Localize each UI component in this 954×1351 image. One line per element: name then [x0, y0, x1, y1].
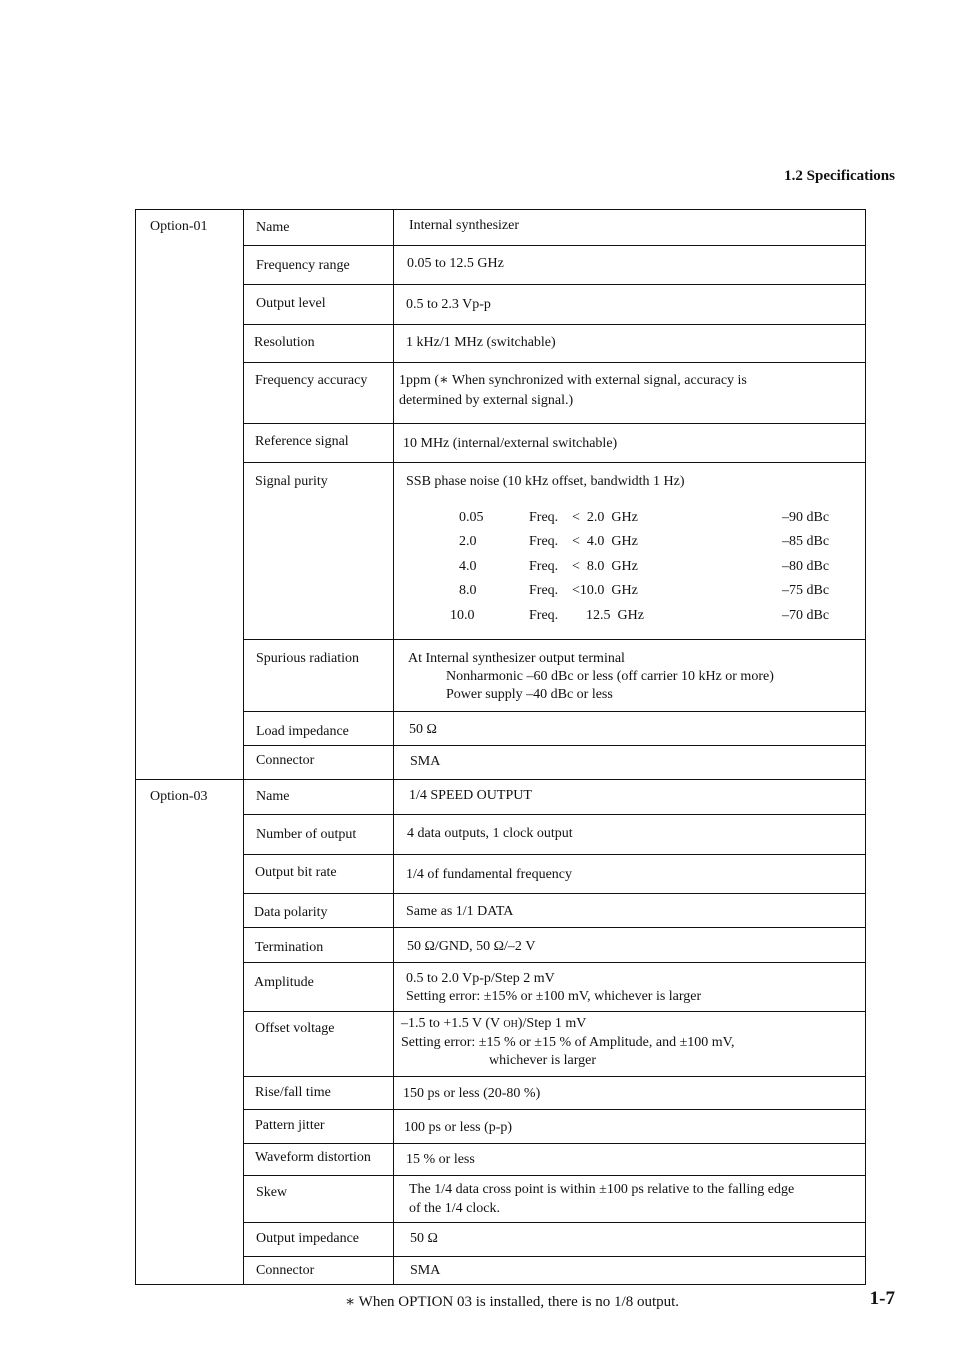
spec-value: Same as 1/1 DATA [406, 904, 514, 919]
phase-noise-row [440, 510, 840, 530]
freq-label: Freq. [529, 534, 559, 549]
phase-noise-row [440, 534, 840, 554]
offset-text: )/Step 1 mV [517, 1016, 587, 1031]
spec-value: Nonharmonic –60 dBc or less (off carrier 10 kHz or more) [446, 669, 774, 684]
spec-value: At Internal synthesizer output terminal [408, 651, 625, 666]
spec-label: Signal purity [255, 474, 328, 489]
page-number: 1-7 [869, 1288, 895, 1309]
row-divider [244, 462, 865, 463]
freq-label: Freq. [529, 510, 559, 525]
column-divider [393, 210, 394, 1284]
spec-label: Output bit rate [255, 865, 337, 880]
spec-value: determined by external signal.) [399, 393, 574, 408]
freq-from: 10.0 [450, 608, 475, 623]
spec-label: Reference signal [255, 434, 349, 449]
spec-label: Data polarity [254, 905, 328, 920]
spec-label: Skew [256, 1185, 288, 1200]
spec-label: Frequency range [256, 258, 350, 273]
spec-value: 1/4 SPEED OUTPUT [409, 788, 532, 803]
spec-value: 100 ps or less (p-p) [404, 1120, 513, 1135]
spec-label: Load impedance [256, 724, 349, 739]
row-divider [244, 324, 865, 325]
row-divider [244, 1011, 865, 1012]
noise-level: –70 dBc [782, 608, 830, 623]
row-divider [244, 1175, 865, 1176]
noise-level: –85 dBc [782, 534, 830, 549]
subscript-oh: OH [503, 1019, 518, 1030]
spec-label: Name [256, 220, 290, 235]
spec-value: 50 Ω [410, 1231, 438, 1246]
row-divider [244, 1076, 865, 1077]
row-divider [244, 1222, 865, 1223]
freq-from: 4.0 [459, 559, 477, 574]
noise-level: –80 dBc [782, 559, 830, 574]
row-divider [244, 1143, 865, 1144]
spec-value: Setting error: ±15 % or ±15 % of Amplitude, and ±100 mV, [401, 1035, 735, 1050]
row-divider [136, 779, 865, 780]
freq-from: 0.05 [459, 510, 484, 525]
row-divider [244, 893, 865, 894]
row-divider [244, 284, 865, 285]
freq-limit: < 8.0 GHz [572, 559, 638, 574]
freq-from: 2.0 [459, 534, 477, 549]
spec-label: Rise/fall time [255, 1085, 331, 1100]
freq-limit: 12.5 GHz [572, 608, 644, 623]
spec-label: Output level [256, 296, 326, 311]
row-divider [244, 711, 865, 712]
column-divider [243, 210, 244, 1284]
spec-label: Connector [256, 753, 315, 768]
spec-value: The 1/4 data cross point is within ±100 ps relative to the falling edge [409, 1182, 795, 1197]
spec-value: SSB phase noise (10 kHz offset, bandwidth 1 Hz) [406, 474, 685, 489]
spec-value: 0.5 to 2.0 Vp-p/Step 2 mV [406, 971, 555, 986]
spec-value: 1ppm (∗ When synchronized with external signal, accuracy is [399, 373, 747, 388]
row-divider [244, 962, 865, 963]
freq-limit: < 2.0 GHz [572, 510, 638, 525]
spec-label: Pattern jitter [255, 1118, 325, 1133]
spec-value: 50 Ω/GND, 50 Ω/–2 V [407, 939, 536, 954]
spec-label: Number of output [256, 827, 357, 842]
spec-label: Connector [256, 1263, 315, 1278]
row-divider [244, 362, 865, 363]
spec-value: 1 kHz/1 MHz (switchable) [406, 335, 556, 350]
spec-label: Resolution [254, 335, 315, 350]
spec-label: Frequency accuracy [255, 373, 368, 388]
noise-level: –75 dBc [782, 583, 830, 598]
phase-noise-row [440, 583, 840, 603]
spec-value: 15 % or less [406, 1152, 475, 1167]
option-01-title: Option-01 [150, 219, 208, 234]
row-divider [244, 854, 865, 855]
row-divider [244, 1256, 865, 1257]
footnote: ∗ When OPTION 03 is installed, there is no 1/8 output. [345, 1294, 680, 1310]
freq-limit: < 4.0 GHz [572, 534, 638, 549]
freq-label: Freq. [529, 583, 559, 598]
row-divider [244, 423, 865, 424]
freq-limit: <10.0 GHz [572, 583, 638, 598]
row-divider [244, 927, 865, 928]
spec-value: Setting error: ±15% or ±100 mV, whichever is larger [406, 989, 702, 1004]
spec-label: Spurious radiation [256, 651, 360, 666]
spec-value: Power supply –40 dBc or less [446, 687, 613, 702]
row-divider [244, 745, 865, 746]
spec-value: SMA [410, 754, 441, 769]
freq-label: Freq. [529, 608, 559, 623]
spec-label: Amplitude [254, 975, 314, 990]
spec-value: 150 ps or less (20-80 %) [403, 1086, 541, 1101]
noise-level: –90 dBc [782, 510, 830, 525]
spec-value: 4 data outputs, 1 clock output [407, 826, 573, 841]
spec-label: Output impedance [256, 1231, 360, 1246]
spec-label: Termination [255, 940, 324, 955]
spec-value: SMA [410, 1263, 441, 1278]
row-divider [244, 1109, 865, 1110]
phase-noise-row [440, 559, 840, 579]
row-divider [244, 814, 865, 815]
spec-label: Name [256, 789, 290, 804]
phase-noise-row [440, 608, 840, 628]
spec-value: of the 1/4 clock. [409, 1201, 500, 1216]
option-03-title: Option-03 [150, 789, 208, 804]
spec-label: Offset voltage [255, 1021, 335, 1036]
spec-value [401, 1014, 586, 1034]
offset-text: –1.5 to +1.5 V (V [401, 1016, 504, 1031]
spec-value: whichever is larger [489, 1053, 597, 1068]
spec-value: 50 Ω [409, 722, 437, 737]
freq-label: Freq. [529, 559, 559, 574]
spec-label: Waveform distortion [255, 1150, 371, 1165]
spec-value: 0.5 to 2.3 Vp-p [406, 297, 491, 312]
section-header: 1.2 Specifications [784, 168, 895, 184]
row-divider [244, 639, 865, 640]
spec-value: 1/4 of fundamental frequency [406, 867, 572, 882]
row-divider [244, 245, 865, 246]
spec-value: 10 MHz (internal/external switchable) [403, 436, 618, 451]
freq-from: 8.0 [459, 583, 477, 598]
spec-value: Internal synthesizer [409, 218, 520, 233]
spec-value: 0.05 to 12.5 GHz [407, 256, 504, 271]
